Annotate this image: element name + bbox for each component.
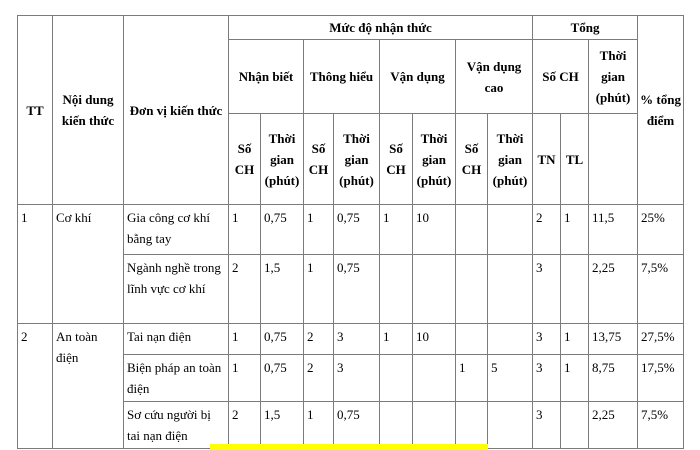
cell-value: 2,25 [589,255,638,324]
cell-value: 1 [561,324,589,355]
cell-unit: Gia công cơ khí bằng tay [124,205,229,255]
cell-value: 1,5 [261,402,304,449]
cell-value: 1 [561,355,589,402]
cell-value [488,402,533,449]
header-tong-thoi-gian: Thời gian (phút) [589,40,638,114]
header-vd-so-ch: Số CH [380,114,413,205]
cell-value: 5 [488,355,533,402]
cell-value: 27,5% [638,324,684,355]
cell-value [380,255,413,324]
cell-value [380,355,413,402]
header-noi-dung-kien-thuc: Nội dung kiến thức [53,16,124,205]
cell-unit: Sơ cứu người bị tai nạn điện [124,402,229,449]
header-tong-thoi-gian-empty [589,114,638,205]
header-vd-thoi-gian: Thời gian (phút) [413,114,456,205]
cell-value [413,255,456,324]
header-tt: TT [18,16,53,205]
cell-value: 2 [229,402,261,449]
header-th-thoi-gian: Thời gian (phút) [334,114,380,205]
header-level-thong-hieu: Thông hiểu [304,40,380,114]
cell-value [380,402,413,449]
cell-topic: Cơ khí [53,205,124,324]
header-pct-tong-diem: % tổng điểm [638,16,684,205]
cell-value: 1 [561,205,589,255]
cell-value: 3 [334,355,380,402]
cell-value: 1 [456,355,488,402]
cell-value [561,402,589,449]
cell-value: 3 [533,324,561,355]
cell-value: 7,5% [638,255,684,324]
cell-value [456,205,488,255]
header-tong-so-ch: Số CH [533,40,589,114]
cell-value: 1,5 [261,255,304,324]
cell-value: 1 [304,255,334,324]
cell-value: 3 [533,355,561,402]
cell-value [413,402,456,449]
cell-value: 10 [413,324,456,355]
cell-value: 2 [229,255,261,324]
cell-value: 1 [229,324,261,355]
cell-value: 0,75 [334,255,380,324]
cell-value: 2 [304,355,334,402]
cell-value: 2 [533,205,561,255]
cell-unit: Ngành nghề trong lĩnh vực cơ khí [124,255,229,324]
cell-value: 1 [380,324,413,355]
header-nb-so-ch: Số CH [229,114,261,205]
cell-value: 0,75 [261,324,304,355]
cell-value [488,324,533,355]
cell-unit: Biện pháp an toàn điện [124,355,229,402]
cell-tt: 1 [18,205,53,324]
cell-value [456,324,488,355]
header-tn: TN [533,114,561,205]
cell-value: 3 [533,255,561,324]
cell-value: 25% [638,205,684,255]
cell-value: 2,25 [589,402,638,449]
header-vdc-thoi-gian: Thời gian (phút) [488,114,533,205]
cell-topic: An toàn điện [53,324,124,449]
cell-value [456,255,488,324]
cell-value: 7,5% [638,402,684,449]
cell-value: 1 [304,402,334,449]
cell-value: 1 [380,205,413,255]
cell-unit: Tai nạn điện [124,324,229,355]
cell-value: 0,75 [334,402,380,449]
table-row [18,324,684,355]
cell-value: 11,5 [589,205,638,255]
header-tong: Tổng [533,16,638,40]
cell-value: 0,75 [261,205,304,255]
table-row [18,205,684,255]
exam-specification-table [17,15,684,449]
cell-value: 3 [334,324,380,355]
cell-value [413,355,456,402]
header-level-van-dung-cao: Vận dụng cao [456,40,533,114]
cell-value [488,255,533,324]
header-level-nhan-biet: Nhận biết [229,40,304,114]
cell-value: 10 [413,205,456,255]
header-don-vi-kien-thuc: Đơn vị kiến thức [124,16,229,205]
header-vdc-so-ch: Số CH [456,114,488,205]
cell-tt: 2 [18,324,53,449]
cell-value: 17,5% [638,355,684,402]
cell-value [456,402,488,449]
cell-value: 8,75 [589,355,638,402]
cell-value: 2 [304,324,334,355]
header-tl: TL [561,114,589,205]
cell-value: 13,75 [589,324,638,355]
header-nb-thoi-gian: Thời gian (phút) [261,114,304,205]
cell-value: 1 [229,355,261,402]
cell-value [561,255,589,324]
cell-value: 1 [229,205,261,255]
header-th-so-ch: Số CH [304,114,334,205]
yellow-highlight-bar [210,444,488,450]
header-row-1 [18,16,684,40]
cell-value: 0,75 [261,355,304,402]
header-level-van-dung: Vận dụng [380,40,456,114]
cell-value [488,205,533,255]
cell-value: 3 [533,402,561,449]
cell-value: 1 [304,205,334,255]
header-muc-do-nhan-thuc: Mức độ nhận thức [229,16,533,40]
cell-value: 0,75 [334,205,380,255]
